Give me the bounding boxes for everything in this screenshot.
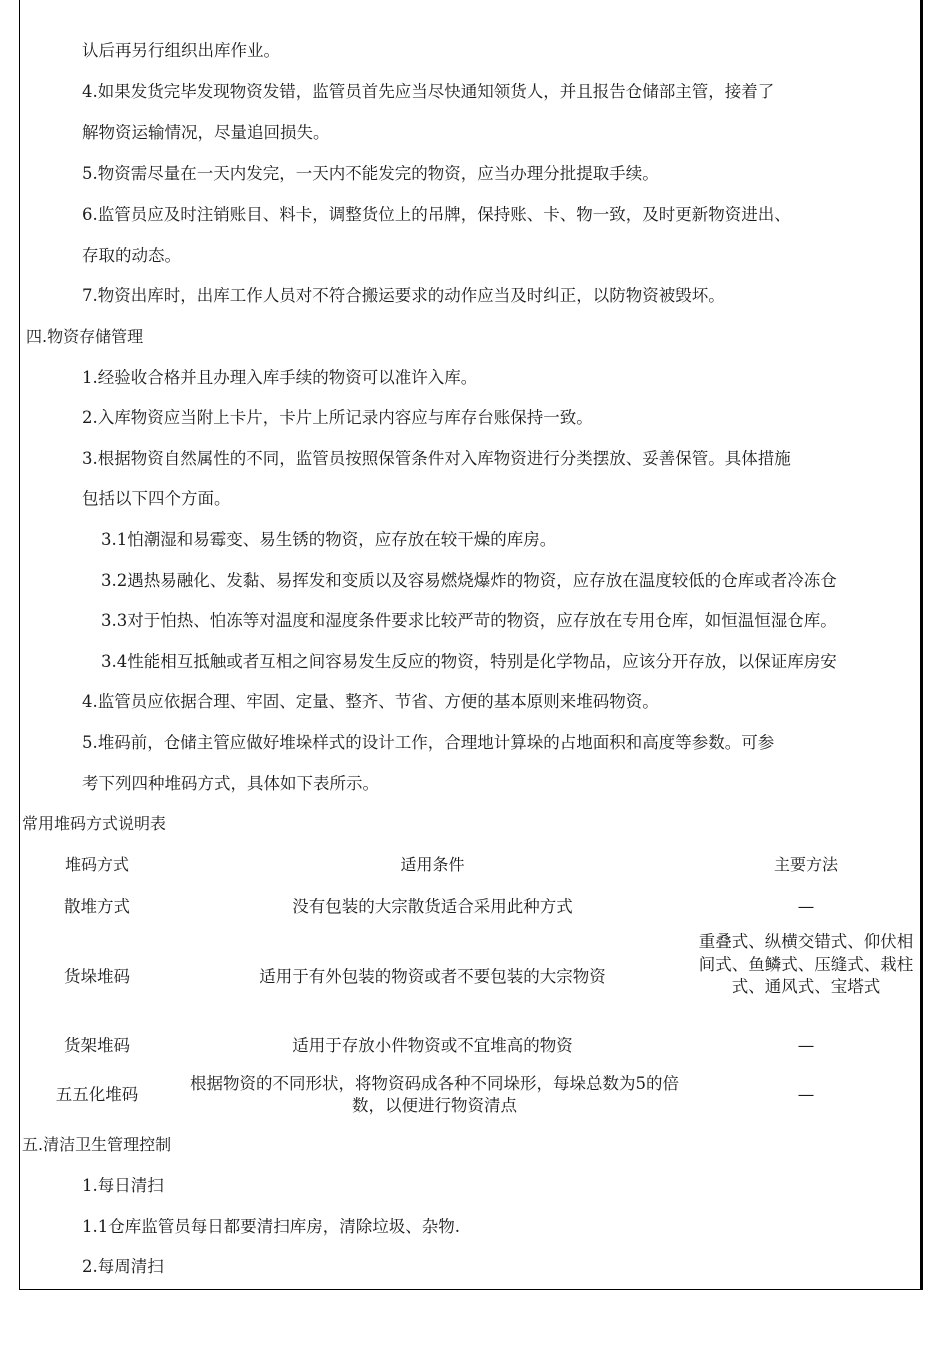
table-cell: 重叠式、纵横交错式、仰伏相间式、鱼鳞式、压缝式、栽柱式、通风式、宝塔式	[698, 932, 914, 996]
paragraph-line: 1.经验收合格并且办理入库手续的物资可以准许入库。	[82, 368, 478, 387]
paragraph-line: 5.物资需尽量在一天内发完，一天内不能发完的物资，应当办理分批提取手续。	[82, 164, 659, 183]
paragraph-line: 1.1仓库监管员每日都要清扫库房，清除垃圾、杂物.	[82, 1217, 460, 1236]
section-heading: 四.物资存储管理	[26, 327, 144, 346]
paragraph-line: 认后再另行组织出库作业。	[82, 41, 280, 60]
table-header-approach: 主要方法	[773, 855, 838, 874]
table-cell: 没有包装的大宗散货适合采用此种方式	[292, 897, 573, 916]
section-heading: 五.清洁卫生管理控制	[22, 1135, 172, 1154]
paragraph-line: 包括以下四个方面。	[82, 489, 231, 508]
subitem-line: 3.2遇热易融化、发黏、易挥发和变质以及容易燃烧爆炸的物资，应存放在温度较低的仓库或者冷冻仓	[101, 571, 837, 590]
table-cell: 根据物资的不同形状，将物资码成各种不同垛形，每垛总数为5的倍数，以便进行物资清点	[190, 1074, 679, 1115]
table-cell: 货架堆码	[64, 1036, 130, 1055]
table-cell: —	[797, 1085, 815, 1104]
paragraph-line: 2.每周清扫	[82, 1257, 164, 1276]
subitem-line: 3.1怕潮湿和易霉变、易生锈的物资，应存放在较干燥的库房。	[101, 530, 557, 549]
paragraph-line: 考下列四种堆码方式，具体如下表所示。	[82, 774, 379, 793]
table-cell: 适用于有外包装的物资或者不要包装的大宗物资	[259, 967, 606, 986]
table-cell: 适用于存放小件物资或不宜堆高的物资	[292, 1036, 573, 1055]
table-cell: 散堆方式	[64, 897, 130, 916]
table-cell: 货垛堆码	[64, 967, 130, 986]
paragraph-line: 1.每日清扫	[82, 1176, 164, 1195]
table-caption: 常用堆码方式说明表	[22, 814, 167, 833]
subitem-line: 3.3对于怕热、怕冻等对温度和湿度条件要求比较严苛的物资，应存放在专用仓库，如恒温恒湿仓库。	[101, 611, 837, 630]
paragraph-line: 6.监管员应及时注销账目、料卡，调整货位上的吊牌，保持账、卡、物一致，及时更新物资进出、	[82, 205, 791, 224]
paragraph-line: 5.堆码前，仓储主管应做好堆垛样式的设计工作，合理地计算垛的占地面积和高度等参数。可参	[82, 733, 775, 752]
paragraph-line: 2.入库物资应当附上卡片，卡片上所记录内容应与库存台账保持一致。	[82, 408, 593, 427]
paragraph-line: 存取的动态。	[82, 246, 181, 265]
paragraph-line: 7.物资出库时，出库工作人员对不符合搬运要求的动作应当及时纠正，以防物资被毁坏。	[82, 286, 725, 305]
table-cell: 五五化堆码	[55, 1085, 139, 1104]
table-cell: —	[797, 1036, 815, 1055]
table-header-condition: 适用条件	[400, 855, 465, 874]
paragraph-line: 4.监管员应依据合理、牢固、定量、整齐、节省、方便的基本原则来堆码物资。	[82, 692, 659, 711]
paragraph-line: 3.根据物资自然属性的不同，监管员按照保管条件对入库物资进行分类摆放、妥善保管。具体措施	[82, 449, 791, 468]
table-cell: —	[797, 897, 815, 916]
paragraph-line: 解物资运输情况，尽量追回损失。	[82, 123, 330, 142]
table-header-method: 堆码方式	[64, 855, 129, 874]
paragraph-line: 4.如果发货完毕发现物资发错，监管员首先应当尽快通知领货人，并且报告仓储部主管，接着了	[82, 82, 775, 101]
subitem-line: 3.4性能相互抵触或者互相之间容易发生反应的物资，特别是化学物品，应该分开存放，以保证库房安	[101, 652, 837, 671]
